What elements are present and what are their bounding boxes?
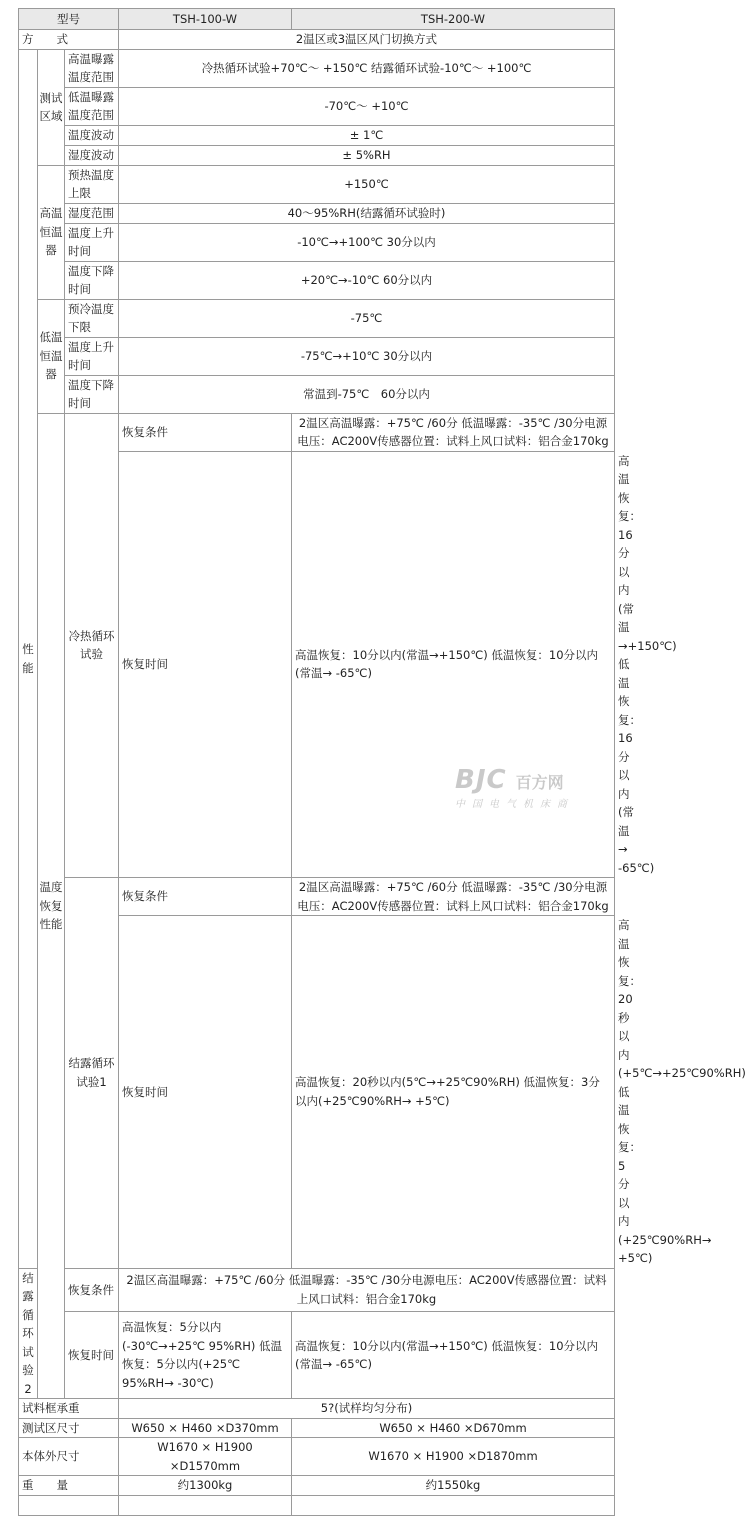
cond-value: 2温区高温曝露：+75℃ /60分 低温曝露：-35℃ /30分电源电压：AC200V传感器位置：试料上风口试料：铝合金170kg — [292, 413, 615, 451]
low-chamber-label: 低温恒温器 — [38, 299, 65, 413]
temp-fluct-label: 温度波动 — [65, 125, 119, 145]
weight-a: 约1300kg — [119, 1476, 292, 1496]
time-label: 恢复时间 — [119, 451, 292, 878]
table-row — [19, 878, 615, 916]
hum-range-label: 湿度范围 — [65, 203, 119, 223]
model-label: 型号 — [19, 9, 119, 30]
cond-label: 恢复条件 — [65, 1268, 119, 1312]
cond2-time-a: 高温恢复：5分以内(-30℃→+25℃ 95%RH) 低温恢复：5分以内(+25℃ 95%RH→ -30℃) — [119, 1312, 292, 1399]
table-row — [19, 87, 615, 125]
low-down-value: 常温到-75℃ 60分以内 — [119, 375, 615, 413]
thermal-cycle-label: 冷热循环试验 — [65, 413, 119, 878]
table-row — [19, 223, 615, 261]
cond1-time-a: 高温恢复：20秒以内(5℃→+25℃90%RH) 低温恢复：3分以内(+25℃90%RH→ +5℃) — [292, 916, 615, 1269]
hum-fluct-value: ± 5%RH — [119, 145, 615, 165]
table-row — [19, 1268, 615, 1312]
watermark-sub: 中国电气机床商 — [455, 799, 574, 810]
thermal-time-a: 高温恢复：10分以内(常温→+150℃) 低温恢复：10分以内(常温→ -65℃) — [292, 451, 615, 878]
cond-label: 恢复条件 — [119, 878, 292, 916]
cond-label: 恢复条件 — [119, 413, 292, 451]
heat-up-value: -10℃→+100℃ 30分以内 — [119, 223, 615, 261]
table-row — [19, 1438, 615, 1476]
low-up-label: 温度上升时间 — [65, 337, 119, 375]
low-down-label: 温度下降时间 — [65, 375, 119, 413]
cond1-label: 结露循环试验1 — [65, 878, 119, 1269]
table-row — [19, 299, 615, 337]
table-row — [19, 1476, 615, 1496]
table-row — [19, 30, 615, 50]
weight-label: 重 量 — [19, 1476, 119, 1496]
load-value: 5?(试样均匀分布) — [119, 1399, 615, 1419]
weight-b: 约1550kg — [292, 1476, 615, 1496]
heat-up-label: 温度上升时间 — [65, 223, 119, 261]
table-row — [19, 375, 615, 413]
high-exposure-label: 高温曝露温度范围 — [65, 49, 119, 87]
time-label: 恢复时间 — [65, 1312, 119, 1399]
time-label: 恢复时间 — [119, 916, 292, 1269]
outer-a: W1670 × H1900 ×D1570mm — [119, 1438, 292, 1476]
cond2-label: 结露循环试验2 — [19, 1268, 38, 1399]
table-row — [19, 1418, 615, 1438]
method-value: 2温区或3温区风门切换方式 — [119, 30, 615, 50]
precool-label: 预冷温度下限 — [65, 299, 119, 337]
recovery-label: 温度恢复性能 — [38, 413, 65, 1399]
table-row — [19, 337, 615, 375]
inner-a: W650 × H460 ×D370mm — [119, 1418, 292, 1438]
header-row — [19, 9, 615, 30]
inner-b: W650 × H460 ×D670mm — [292, 1418, 615, 1438]
empty-cell — [119, 1495, 292, 1515]
hum-range-value: 40～95%RH(结露循环试验时) — [119, 203, 615, 223]
temp-fluct-value: ± 1℃ — [119, 125, 615, 145]
precool-value: -75℃ — [119, 299, 615, 337]
watermark-logo-text: BJC — [455, 765, 507, 795]
preheat-value: +150℃ — [119, 165, 615, 203]
low-up-value: -75℃→+10℃ 30分以内 — [119, 337, 615, 375]
high-chamber-label: 高温恒温器 — [38, 165, 65, 299]
table-row — [19, 49, 615, 87]
heat-down-value: +20℃→-10℃ 60分以内 — [119, 261, 615, 299]
cond2-time-b: 高温恢复：10分以内(常温→+150℃) 低温恢复：10分以内(常温→ -65℃) — [292, 1312, 615, 1399]
table-row: 恢复时间 高温恢复：10分以内(常温→+150℃) 低温恢复：10分以内(常温→ -65℃) 高温恢复：16分以内(常温→+150℃) 低温恢复：16分以内(常温→ -65℃) — [19, 451, 615, 878]
preheat-label: 预热温度上限 — [65, 165, 119, 203]
cond-value: 2温区高温曝露：+75℃ /60分 低温曝露：-35℃ /30分电源电压：AC200V传感器位置：试料上风口试料：铝合金170kg — [119, 1268, 615, 1312]
watermark-cn: 百方网 — [515, 773, 564, 792]
outer-b: W1670 × H1900 ×D1870mm — [292, 1438, 615, 1476]
cond-value: 2温区高温曝露：+75℃ /60分 低温曝露：-35℃ /30分电源电压：AC200V传感器位置：试料上风口试料：铝合金170kg — [292, 878, 615, 916]
table-row: 恢复时间 高温恢复：20秒以内(5℃→+25℃90%RH) 低温恢复：3分以内(+25℃90%RH→ +5℃) 高温恢复：20秒以内(+5℃→+25℃90%RH) 低温恢复：5分以内(+25℃90%RH→ +5℃) — [19, 916, 615, 1269]
model-b: TSH-200-W — [292, 9, 615, 30]
table-row — [19, 261, 615, 299]
table-row — [19, 203, 615, 223]
outer-label: 本体外尺寸 — [19, 1438, 119, 1476]
load-label: 试料框承重 — [19, 1399, 119, 1419]
high-exposure-value: 冷热循环试验+70℃～ +150℃ 结露循环试验-10℃～ +100℃ — [119, 49, 615, 87]
table-row — [19, 145, 615, 165]
perf-label: 性能 — [19, 49, 38, 1268]
empty-cell — [19, 1495, 119, 1515]
table-row — [19, 1312, 615, 1399]
empty-cell — [292, 1495, 615, 1515]
table-row — [19, 1399, 615, 1419]
model-a: TSH-100-W — [119, 9, 292, 30]
hum-fluct-label: 湿度波动 — [65, 145, 119, 165]
spec-table — [18, 8, 746, 1516]
method-label: 方 式 — [19, 30, 119, 50]
low-exposure-value: -70℃～ +10℃ — [119, 87, 615, 125]
table-row — [19, 413, 615, 451]
heat-down-label: 温度下降时间 — [65, 261, 119, 299]
test-zone-label: 测试区域 — [38, 49, 65, 165]
low-exposure-label: 低温曝露温度范围 — [65, 87, 119, 125]
table-row — [19, 125, 615, 145]
table-row — [19, 165, 615, 203]
inner-label: 测试区尺寸 — [19, 1418, 119, 1438]
table-row-empty — [19, 1495, 615, 1515]
